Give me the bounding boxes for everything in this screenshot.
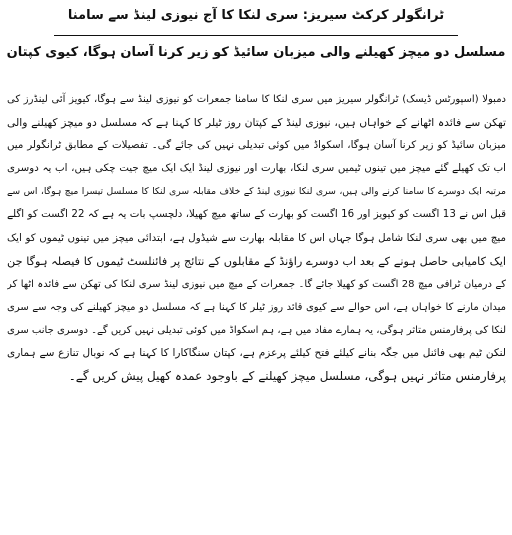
- body-line: مرتبہ ایک دوسرے کا سامنا کرنے والی ہیں، سری لنکا نیوزی لینڈ کے خلاف مقابلہ سری لنکا کا مسلسل تیسرا میچ ہوگا، اس سے: [7, 186, 506, 198]
- body-line: ایک کامیابی حاصل ہونے کے بعد اب دوسرے راؤنڈ کے مقابلوں کے نتائج پر فائنلسٹ ٹیموں کا فیصلہ ہوگا جن: [7, 254, 506, 268]
- body-line: پرفارمنس متاثر نہیں ہوگی، مسلسل میچز کھیلنے کے باوجود عمدہ کھیل پیش کریں گے۔: [68, 369, 506, 384]
- body-line: میزبان سائیڈ کو زیر کرنا آسان ہوگا، اسکواڈ میں کوئی تبدیلی نہیں کی جائے گی۔ تفصیلات کے مطابق ٹرانگولر میں: [7, 139, 506, 152]
- body-line: میچ میں بھی سری لنکا شامل ہوگا جہاں اس کا مقابلہ بھارت سے شیڈول ہے، ابتدائی میچز میں تینوں ٹیموں کو ایک: [7, 231, 506, 244]
- body-line: لنکن ٹیم بھی فائنل میں جگہ بنانے کیلئے فتح کیلئے پرعزم ہے، کپتان سنگاکارا کا کہنا ہے کہ نوبال تنازع سے ہماری: [7, 347, 506, 360]
- body-line: میدان مارنے کا خواہاں ہے، اس حوالے سے کیوی قائد روز ٹیلر کا کہنا ہے کہ مسلسل دو میچز کھیلنے کی وجہ سے سری: [7, 301, 506, 313]
- subheadline: مسلسل دو میچز کھیلنے والی میزبان سائیڈ کو زیر کرنا آسان ہوگا، کیوی کپتان: [6, 45, 506, 60]
- body-line: کے درمیان ٹرافی میچ 28 اگست کو کھیلا جائے گا۔ جمعرات کے میچ میں نیوزی لینڈ سری لنکا کی تھکن سے فائدہ اٹھا کر: [7, 278, 506, 290]
- headline: ٹرانگولر کرکٹ سیریز: سری لنکا کا آج نیوزی لینڈ سے سامنا: [67, 8, 445, 23]
- body-line: اب تک کھیلے گئے میچز میں تینوں ٹیمیں سری لنکا، بھارت اور نیوزی لینڈ ایک ایک میچ جیت چکی ہیں، اب یہ دوسری: [7, 162, 506, 175]
- article-body: [7, 88, 506, 388]
- body-line: تھکن سے فائدہ اٹھانے کے خواہاں ہیں، نیوزی لینڈ کے کپتان روز ٹیلر کا کہنا ہے کہ مسلسل دو میچز کھیلنے والی: [7, 116, 506, 130]
- headline-divider: [54, 35, 458, 36]
- body-line: لنکا کی پرفارمنس متاثر ہوگی، یہ ہمارے مفاد میں ہے، ہم اسکواڈ میں کوئی تبدیلی نہیں کریں گے۔ دوسری جانب سری: [7, 324, 506, 336]
- body-line: دمبولا (اسپورٹس ڈیسک) ٹرانگولر سیریز میں سری لنکا کا سامنا جمعرات کو نیوزی لینڈ سے ہوگا، کیویز آئی لینڈرز کی: [7, 94, 506, 105]
- body-line: قبل اس نے 13 اگست کو کیویز اور 16 اگست کو بھارت کے ساتھ میچ کھیلا، دلچسپ بات یہ ہے کہ 22 اگست کو اگلے: [7, 208, 506, 221]
